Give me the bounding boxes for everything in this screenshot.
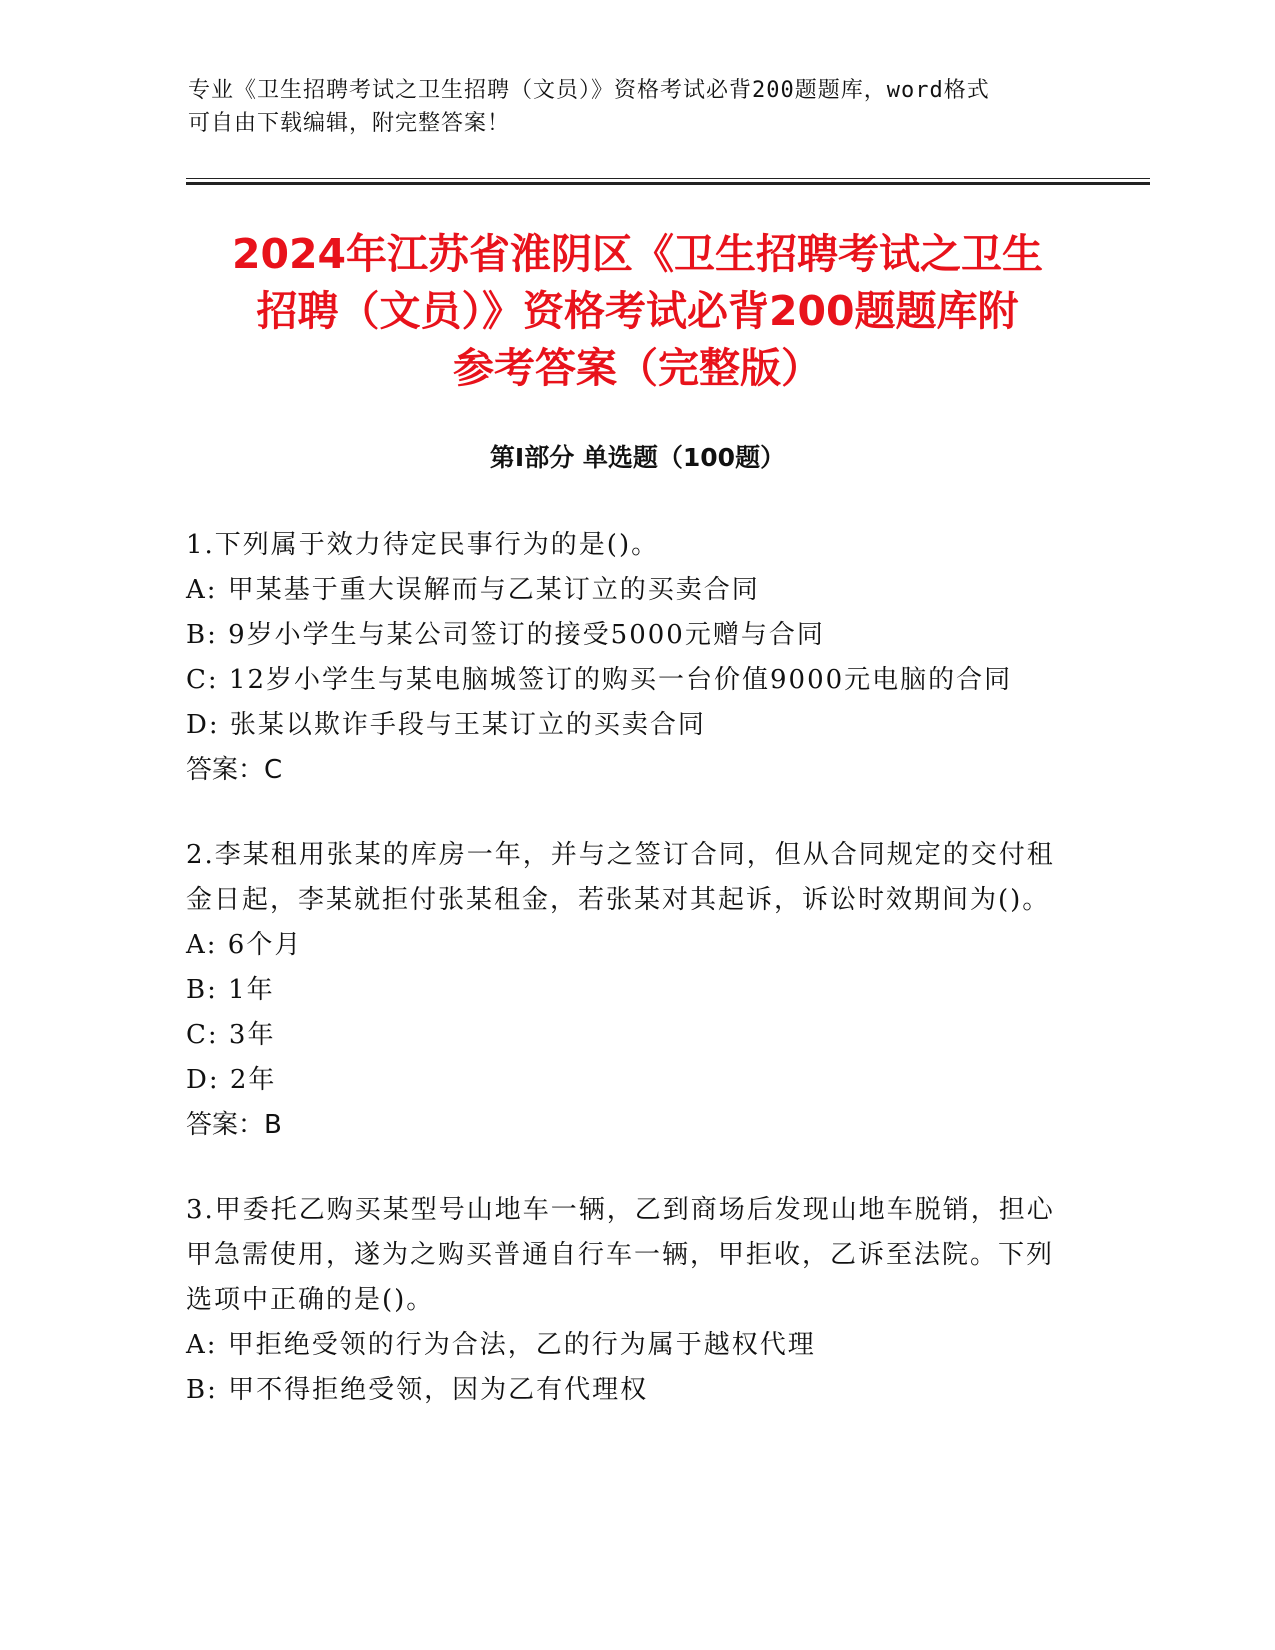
question-answer: 答案：B	[186, 1110, 282, 1140]
question-option-c: C: 3年	[186, 1020, 276, 1050]
question-option-b: B: 1年	[186, 975, 275, 1005]
header-divider-thick	[186, 182, 1150, 185]
document-title-line-3: 参考答案（完整版）	[453, 344, 822, 392]
question-item	[186, 1188, 1066, 1413]
question-list	[186, 523, 1066, 1453]
question-item	[186, 833, 1066, 1148]
question-item	[186, 523, 1066, 793]
document-title	[170, 226, 1105, 397]
question-option-d: D: 张某以欺诈手段与王某订立的买卖合同	[186, 710, 706, 740]
question-option-b: B: 9岁小学生与某公司签订的接受5000元赠与合同	[186, 620, 825, 650]
header-note-line-2: 可自由下载编辑，附完整答案！	[188, 111, 511, 136]
question-answer: 答案：C	[186, 755, 283, 785]
document-title-line-1: 2024年江苏省淮阴区《卫生招聘考试之卫生	[231, 230, 1044, 278]
question-option-a: A: 甲拒绝受领的行为合法，乙的行为属于越权代理	[186, 1330, 816, 1360]
question-option-a: A: 甲某基于重大误解而与乙某订立的买卖合同	[186, 575, 760, 605]
question-stem: 1.下列属于效力待定民事行为的是()。	[186, 530, 660, 560]
document-title-line-2: 招聘（文员）》资格考试必背200题题库附	[256, 287, 1019, 335]
question-option-b: B: 甲不得拒绝受领，因为乙有代理权	[186, 1375, 649, 1405]
header-note	[188, 74, 1088, 140]
question-option-d: D: 2年	[186, 1065, 277, 1095]
header-divider-thin	[186, 178, 1150, 179]
question-stem: 3.甲委托乙购买某型号山地车一辆，乙到商场后发现山地车脱销，担心甲急需使用，遂为之购买普通自行车一辆，甲拒收，乙诉至法院。下列选项中正确的是()。	[186, 1195, 1055, 1315]
question-option-a: A: 6个月	[186, 930, 303, 960]
header-note-line-1: 专业《卫生招聘考试之卫生招聘（文员）》资格考试必背200题题库，word格式	[188, 78, 990, 103]
question-option-c: C: 12岁小学生与某电脑城签订的购买一台价值9000元电脑的合同	[186, 665, 1013, 695]
question-stem: 2.李某租用张某的库房一年，并与之签订合同，但从合同规定的交付租金日起，李某就拒付张某租金，若张某对其起诉，诉讼时效期间为()。	[186, 840, 1055, 915]
section-heading: 第Ⅰ部分 单选题（100题）	[489, 443, 786, 472]
